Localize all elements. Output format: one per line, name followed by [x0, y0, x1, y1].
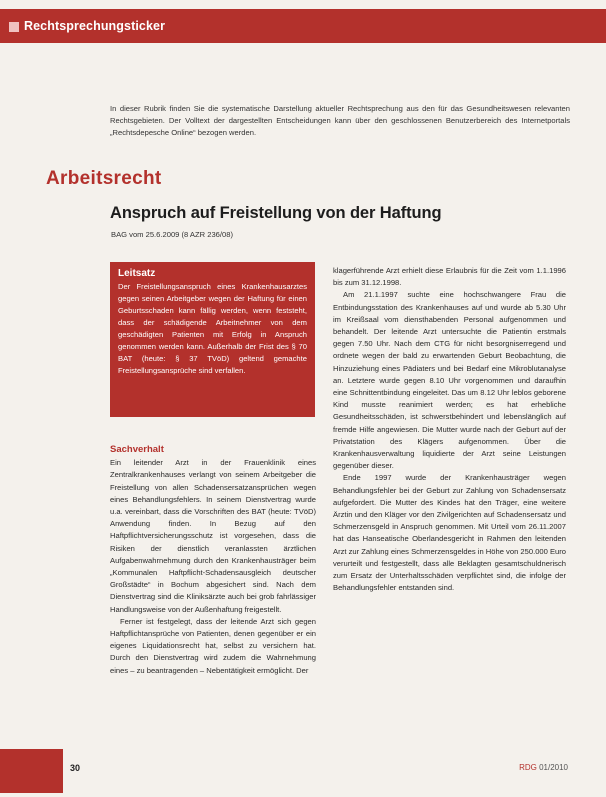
brand-name: RDG	[519, 763, 537, 772]
header-title: Rechtsprechungsticker	[24, 19, 166, 33]
paragraph: klagerführende Arzt erhielt diese Erlaubnis für die Zeit vom 1.1.1996 bis zum 31.12.1998.	[333, 266, 566, 288]
column-left	[110, 444, 316, 677]
section-title: Arbeitsrecht	[46, 168, 162, 189]
issue-label	[519, 763, 568, 772]
header-square-icon	[9, 22, 19, 32]
sachverhalt-heading: Sachverhalt	[110, 444, 164, 455]
paragraph: Ende 1997 wurde der Krankenhausträger wegen Behandlungsfehler bei der Geburt zur Zahlung von Schadensersatz aufgefordert. Die Mutter des Kindes hat den Träger, eine weitere Ärztin und den Kläger vor den Zivilgerichten auf Schadensersatz und Schmerzensgeld in Anspruch genommen. Mit Urteil vom 26.11.2007 hat das Hanseatische Oberlandesgericht in Rahmen den leitenden Arzt zur Zahlung eines Schmerzensgeldes in Höhe von 250.000 Euro verurteilt und festgestellt, dass alle Beklagten gesamtschuldnerisch zum Ersatz der Unterhaltsschäden verpflichtet sind, die infolge der Behandlungsfehler entstanden sind.	[333, 473, 567, 593]
leitsatz-box	[110, 262, 315, 417]
issue-number: 01/2010	[539, 763, 568, 772]
leitsatz-title: Leitsatz	[118, 268, 156, 279]
paragraph: Ferner ist festgelegt, dass der leitende Arzt sich gegen Haftpflichtansprüche von Patienten, denen gegenüber er ein eigenes Liquidationsrecht hat, selbst zu versichern hat. Durch den Dienstvertrag wird zudem die Wahrnehmung eines – zu beantragenden – Nebentätigkeit ermöglicht. Der	[110, 616, 316, 675]
article-reference: BAG vom 25.6.2009 (8 AZR 236/08)	[111, 230, 233, 239]
page-number: 30	[70, 763, 81, 773]
intro-text: In dieser Rubrik finden Sie die systematische Darstellung aktueller Rechtsprechung aus den für das Gesundheitswesen relevanten Rechtsgebieten. Der Volltext der dargestellten Entscheidungen kann über den geschlossenen Benutzerbereich des Internetportals „Rechtsdepesche Online“ bezogen werden.	[110, 104, 570, 137]
paragraph: Am 21.1.1997 suchte eine hochschwangere Frau die Entbindungsstation des Krankenhauses auf und wurde ab 5.30 Uhr im Kreißsaal vom diensthabenden Personal aufgenommen und behandelt. Der leitende Arzt untersuchte die Patientin erstmals gegen 7.50 Uhr. Nach dem CTG für nicht besorgniserregend und ordnete wegen der bald zu erwartenden Geburt Beobachtung, die Hinzuziehung eines Pädiaters und bei Bedarf eine Mikroblutanalyse an. Letztere wurde gegen 8.10 Uhr vorgenommen und daraufhin eine Schnittentbindung eingeleitet. Das um 8.12 Uhr leblos geborene Kind musste reanimiert werden; es hat erhebliche Gesundheitsschäden, ist schwerstbehindert und lebenslänglich auf fremde Hilfe angewiesen. Die Mutter wurde nach der Geburt auf der Privatstation des Klägers aufgenommen. Über die Krankenhausverwaltung liquidierte der Arzt seine Leistungen gegenüber dieser.	[333, 290, 566, 471]
footer-accent-bar	[0, 749, 63, 793]
leitsatz-text: Der Freistellungsanspruch eines Krankenhausarztes gegen seinen Arbeitgeber wegen der Haftung für einen Geburtsschaden kann fällig werden, wenn feststeht, dass der schädigende Arbeitnehmer von dem geschädigten Patienten mit Erfolg in Anspruch genommen werden kann. Außerhalb der Frist des § 70 BAT (heute: § 37 TVöD) geltend gemachte Freistellungsansprüche sind verfallen.	[118, 282, 307, 375]
article-headline: Anspruch auf Freistellung von der Haftung	[110, 204, 442, 222]
paragraph: Ein leitender Arzt in der Frauenklinik eines Zentralkrankenhauses verlangt von seinem Arbeitgeber die Freistellung von allen Schadensersatzansprüchen wegen eines Behandlungsfehlers. In seinem Dienstvertrag wurde u.a. vereinbart, dass die Vorschriften des BAT (heute: TVöD) Anwendung finden. In Bezug auf den Haftpflichtversicherungsschutz ist vorgesehen, dass die Risiken der dienstlich veranlassten ärztlichen Aufgabenwahrnehmung durch den Krankenhausträger beim „Kommunalen Haftpflicht-Schadensausgleich deutscher Großstädte“ in Bochum abgesichert sind. Nach dem Dienstvertrag sind die Kliniksärzte auch bei grob fahrlässiger Handlungsweise von der Außenhaftung freigestellt.	[110, 458, 316, 614]
header-bar	[0, 9, 606, 43]
column-right	[333, 265, 566, 594]
